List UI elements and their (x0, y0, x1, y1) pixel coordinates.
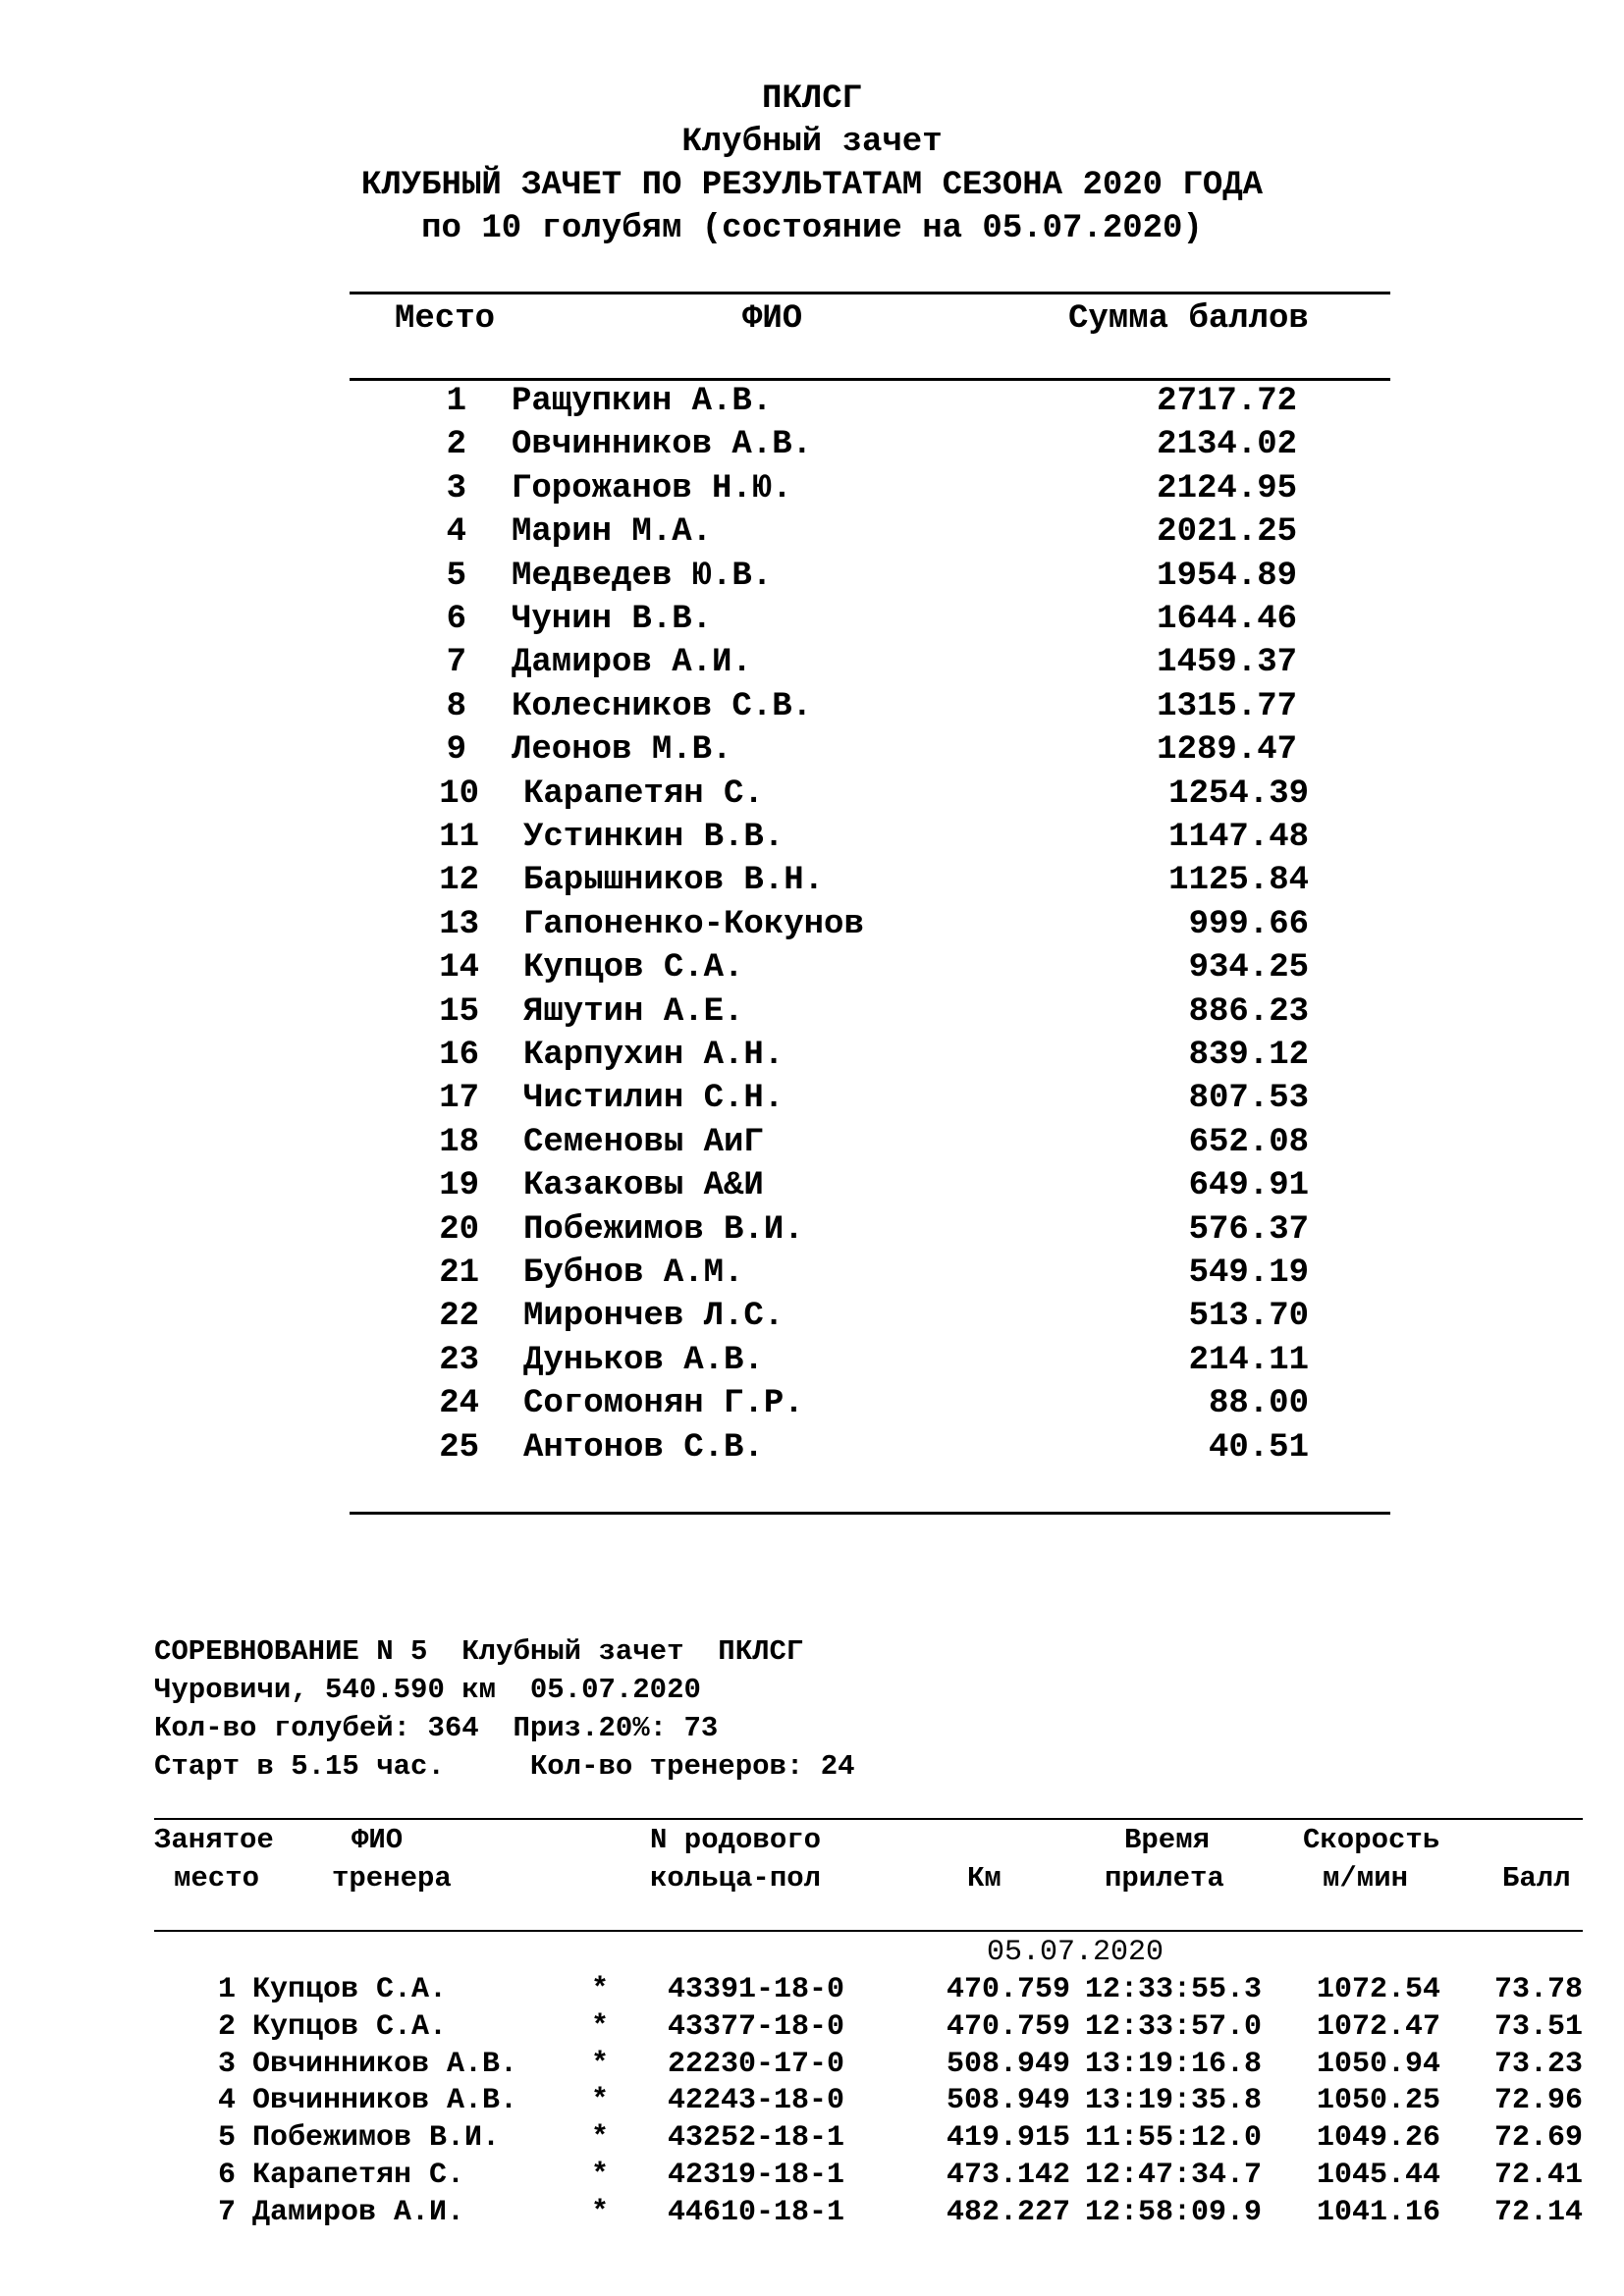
results-time: 13:19:16.8 (1085, 2047, 1263, 2081)
standings-name: Леонов М.В. (512, 731, 732, 770)
standings-place: 21 (439, 1255, 479, 1292)
standings-place: 1 (446, 383, 466, 420)
standings-score: 1954.89 (1157, 557, 1297, 595)
standings-name: Гапоненко-Кокунов (523, 905, 864, 943)
results-speed: 1072.54 (1316, 1973, 1440, 2006)
results-row (0, 2086, 1624, 2123)
standings-name: Колесников С.В. (512, 687, 813, 725)
results-mark: * (591, 2195, 610, 2229)
results-ball: 72.69 (1493, 2121, 1583, 2156)
results-header-km: Км (967, 1862, 1001, 1895)
results-mark: * (591, 2009, 610, 2044)
standings-place: 25 (439, 1428, 479, 1467)
standings-row (0, 1123, 1624, 1169)
standings-place: 14 (439, 949, 479, 988)
results-ring: 43252-18-1 (668, 2121, 845, 2156)
results-row (0, 2195, 1624, 2235)
standings-place: 11 (439, 819, 479, 856)
standings-header-rule (350, 378, 1390, 381)
standings-score: 2134.02 (1157, 426, 1297, 464)
document-title: КЛУБНЫЙ ЗАЧЕТ ПО РЕЗУЛЬТАТАМ СЕЗОНА 2020 ГОДА (360, 167, 1264, 204)
standings-row (0, 1169, 1624, 1212)
results-date: 05.07.2020 (987, 1936, 1164, 1969)
standings-row (0, 821, 1624, 864)
standings-score: 807.53 (1188, 1080, 1309, 1118)
standings-place: 17 (439, 1080, 479, 1118)
results-km: 508.949 (946, 2084, 1070, 2118)
standings-place: 16 (439, 1037, 479, 1074)
results-ball: 72.41 (1493, 2159, 1583, 2192)
standings-name: Мирончев Л.С. (523, 1298, 785, 1336)
results-speed: 1049.26 (1316, 2121, 1440, 2156)
results-header-place-1: Занятое (154, 1824, 274, 1856)
standings-bottom-rule (350, 1512, 1390, 1515)
standings-score: 886.23 (1188, 992, 1309, 1031)
standings-name: Горожанов Н.Ю. (512, 469, 792, 507)
standings-score: 934.25 (1188, 949, 1309, 988)
results-header-speed-1: Скорость (1303, 1824, 1440, 1856)
results-name: Дамиров А.И. (252, 2195, 465, 2229)
standings-name: Карпухин А.Н. (523, 1037, 785, 1074)
standings-place: 23 (439, 1341, 479, 1379)
results-row (0, 2161, 1624, 2198)
standings-place: 18 (439, 1123, 479, 1161)
results-mark: * (591, 2121, 610, 2156)
results-time: 12:47:34.7 (1085, 2159, 1263, 2192)
standings-row (0, 687, 1624, 733)
standings-name: Казаковы А&И (523, 1167, 764, 1205)
standings-row (0, 1387, 1624, 1430)
standings-name: Барышников В.Н. (523, 862, 825, 900)
standings-name: Дуньков А.В. (523, 1341, 764, 1379)
results-time: 12:58:09.9 (1085, 2195, 1263, 2229)
standings-score: 2717.72 (1157, 383, 1297, 420)
results-speed: 1050.25 (1316, 2084, 1440, 2118)
competition-line-2: Чуровичи, 540.590 км 05.07.2020 (154, 1674, 701, 1706)
results-km: 470.759 (946, 2009, 1070, 2044)
standings-score: 214.11 (1188, 1341, 1309, 1379)
standings-name: Побежимов В.И. (523, 1210, 804, 1249)
results-name: Овчинников А.В. (252, 2084, 518, 2118)
standings-row (0, 469, 1624, 515)
results-place: 1 (217, 1973, 236, 2006)
results-speed: 1072.47 (1316, 2009, 1440, 2044)
standings-top-rule (350, 292, 1390, 294)
standings-score: 1315.77 (1157, 687, 1297, 725)
results-name: Побежимов В.И. (252, 2121, 501, 2156)
standings-row (0, 385, 1624, 428)
standings-row (0, 733, 1624, 776)
results-mark: * (591, 2159, 610, 2192)
results-header-place-2: место (174, 1862, 260, 1895)
results-ball: 73.23 (1493, 2047, 1583, 2081)
standings-place: 4 (446, 513, 466, 552)
results-header-name-2: тренера (332, 1862, 452, 1895)
standings-place: 5 (446, 557, 466, 595)
results-ring: 42319-18-1 (668, 2159, 845, 2192)
standings-name: Устинкин В.В. (523, 819, 785, 856)
standings-name: Антонов С.В. (523, 1428, 764, 1467)
results-ring: 42243-18-0 (668, 2084, 845, 2118)
standings-score: 1459.37 (1157, 644, 1297, 682)
standings-row (0, 1210, 1624, 1256)
results-place: 7 (217, 2195, 236, 2229)
standings-place: 13 (439, 905, 479, 943)
standings-score: 1289.47 (1157, 731, 1297, 770)
standings-score: 549.19 (1188, 1255, 1309, 1292)
results-time: 12:33:55.3 (1085, 1973, 1263, 2006)
standings-name: Купцов С.А. (523, 949, 744, 988)
document-subtitle: Клубный зачет (681, 124, 943, 161)
standings-place: 10 (439, 774, 479, 813)
results-header-ball: Балл (1502, 1862, 1571, 1895)
results-row (0, 2123, 1624, 2161)
standings-header-place: Место (395, 300, 496, 338)
results-header-time-2: прилета (1105, 1862, 1224, 1895)
standings-row (0, 992, 1624, 1039)
results-speed: 1050.94 (1316, 2047, 1440, 2081)
standings-row (0, 603, 1624, 646)
standings-row (0, 557, 1624, 603)
standings-place: 2 (446, 426, 466, 464)
standings-place: 20 (439, 1210, 479, 1249)
standings-place: 12 (439, 862, 479, 900)
standings-row (0, 1256, 1624, 1300)
results-ball: 73.51 (1493, 2009, 1583, 2044)
results-mark: * (591, 2047, 610, 2081)
results-place: 3 (217, 2047, 236, 2081)
results-time: 12:33:57.0 (1085, 2009, 1263, 2044)
results-name: Купцов С.А. (252, 1973, 448, 2006)
standings-name: Яшутин А.Е. (523, 992, 744, 1031)
competition-line-1: СОРЕВНОВАНИЕ N 5 Клубный зачет ПКЛСГ (154, 1635, 804, 1668)
competition-line-4: Старт в 5.15 час. Кол-во тренеров: 24 (154, 1750, 855, 1783)
results-mark: * (591, 1973, 610, 2006)
standings-name: Бубнов А.М. (523, 1255, 744, 1292)
standings-name: Карапетян С. (523, 774, 764, 813)
standings-row (0, 1082, 1624, 1125)
results-km: 419.915 (946, 2121, 1070, 2156)
standings-header-score: Сумма баллов (1068, 300, 1309, 338)
standings-score: 40.51 (1208, 1428, 1309, 1467)
results-ring: 44610-18-1 (668, 2195, 845, 2229)
standings-row (0, 951, 1624, 994)
standings-name: Согомонян Г.Р. (523, 1385, 804, 1423)
standings-name: Марин М.А. (512, 513, 713, 552)
standings-row (0, 515, 1624, 559)
results-row (0, 2047, 1624, 2087)
results-place: 5 (217, 2121, 236, 2156)
results-place: 6 (217, 2159, 236, 2192)
standings-score: 2021.25 (1157, 513, 1297, 552)
document-org: ПКЛСГ (761, 80, 863, 118)
results-name: Овчинников А.В. (252, 2047, 518, 2081)
standings-place: 6 (446, 601, 466, 638)
results-km: 470.759 (946, 1973, 1070, 2006)
standings-place: 22 (439, 1298, 479, 1336)
standings-row (0, 774, 1624, 821)
results-row (0, 1975, 1624, 2012)
results-header-speed-2: м/мин (1323, 1862, 1409, 1895)
standings-name: Ращупкин А.В. (512, 383, 773, 420)
results-place: 2 (217, 2009, 236, 2044)
results-speed: 1041.16 (1316, 2195, 1440, 2229)
results-row (0, 2009, 1624, 2050)
results-time: 11:55:12.0 (1085, 2121, 1263, 2156)
standings-score: 1147.48 (1168, 819, 1309, 856)
results-km: 473.142 (946, 2159, 1070, 2192)
standings-score: 513.70 (1188, 1298, 1309, 1336)
standings-score: 649.91 (1188, 1167, 1309, 1205)
standings-score: 1254.39 (1168, 774, 1309, 813)
standings-place: 8 (446, 687, 466, 725)
standings-header-name: ФИО (742, 300, 803, 338)
results-top-rule (154, 1818, 1583, 1820)
standings-score: 1125.84 (1168, 862, 1309, 900)
standings-name: Чунин В.В. (512, 601, 713, 638)
standings-score: 2124.95 (1157, 469, 1297, 507)
standings-row (0, 428, 1624, 471)
standings-score: 88.00 (1208, 1385, 1309, 1423)
results-time: 13:19:35.8 (1085, 2084, 1263, 2118)
standings-score: 1644.46 (1157, 601, 1297, 638)
standings-row (0, 1341, 1624, 1387)
results-header-time-1: Время (1124, 1824, 1211, 1856)
standings-score: 576.37 (1188, 1210, 1309, 1249)
standings-place: 7 (446, 644, 466, 682)
results-ring: 43391-18-0 (668, 1973, 845, 2006)
standings-row (0, 905, 1624, 951)
standings-place: 19 (439, 1167, 479, 1205)
results-km: 508.949 (946, 2047, 1070, 2081)
results-km: 482.227 (946, 2195, 1070, 2229)
results-ball: 73.78 (1493, 1973, 1583, 2006)
competition-line-3: Кол-во голубей: 364 Приз.20%: 73 (154, 1712, 719, 1744)
results-ring: 43377-18-0 (668, 2009, 845, 2044)
standings-score: 652.08 (1188, 1123, 1309, 1161)
standings-row (0, 1039, 1624, 1082)
results-speed: 1045.44 (1316, 2159, 1440, 2192)
results-header-name-1: ФИО (352, 1824, 404, 1856)
standings-score: 839.12 (1188, 1037, 1309, 1074)
document-note: по 10 голубям (состояние на 05.07.2020) (421, 210, 1203, 247)
standings-place: 3 (446, 469, 466, 507)
results-header-ring-2: кольца-пол (650, 1862, 822, 1895)
results-mark: * (591, 2084, 610, 2118)
standings-row (0, 646, 1624, 689)
standings-row (0, 864, 1624, 907)
results-name: Купцов С.А. (252, 2009, 448, 2044)
standings-name: Дамиров А.И. (512, 644, 752, 682)
results-header-rule (154, 1930, 1583, 1932)
standings-row (0, 1300, 1624, 1343)
results-place: 4 (217, 2084, 236, 2118)
results-name: Карапетян С. (252, 2159, 465, 2192)
results-ball: 72.14 (1493, 2195, 1583, 2229)
standings-score: 999.66 (1188, 905, 1309, 943)
standings-place: 24 (439, 1385, 479, 1423)
standings-row (0, 1428, 1624, 1474)
standings-place: 15 (439, 992, 479, 1031)
standings-name: Чистилин С.Н. (523, 1080, 785, 1118)
standings-name: Медведев Ю.В. (512, 557, 773, 595)
results-ring: 22230-17-0 (668, 2047, 845, 2081)
standings-name: Овчинников А.В. (512, 426, 813, 464)
results-ball: 72.96 (1493, 2084, 1583, 2118)
results-header-ring-1: N родового (650, 1824, 822, 1856)
standings-name: Семеновы АиГ (523, 1123, 764, 1161)
standings-place: 9 (446, 731, 466, 770)
